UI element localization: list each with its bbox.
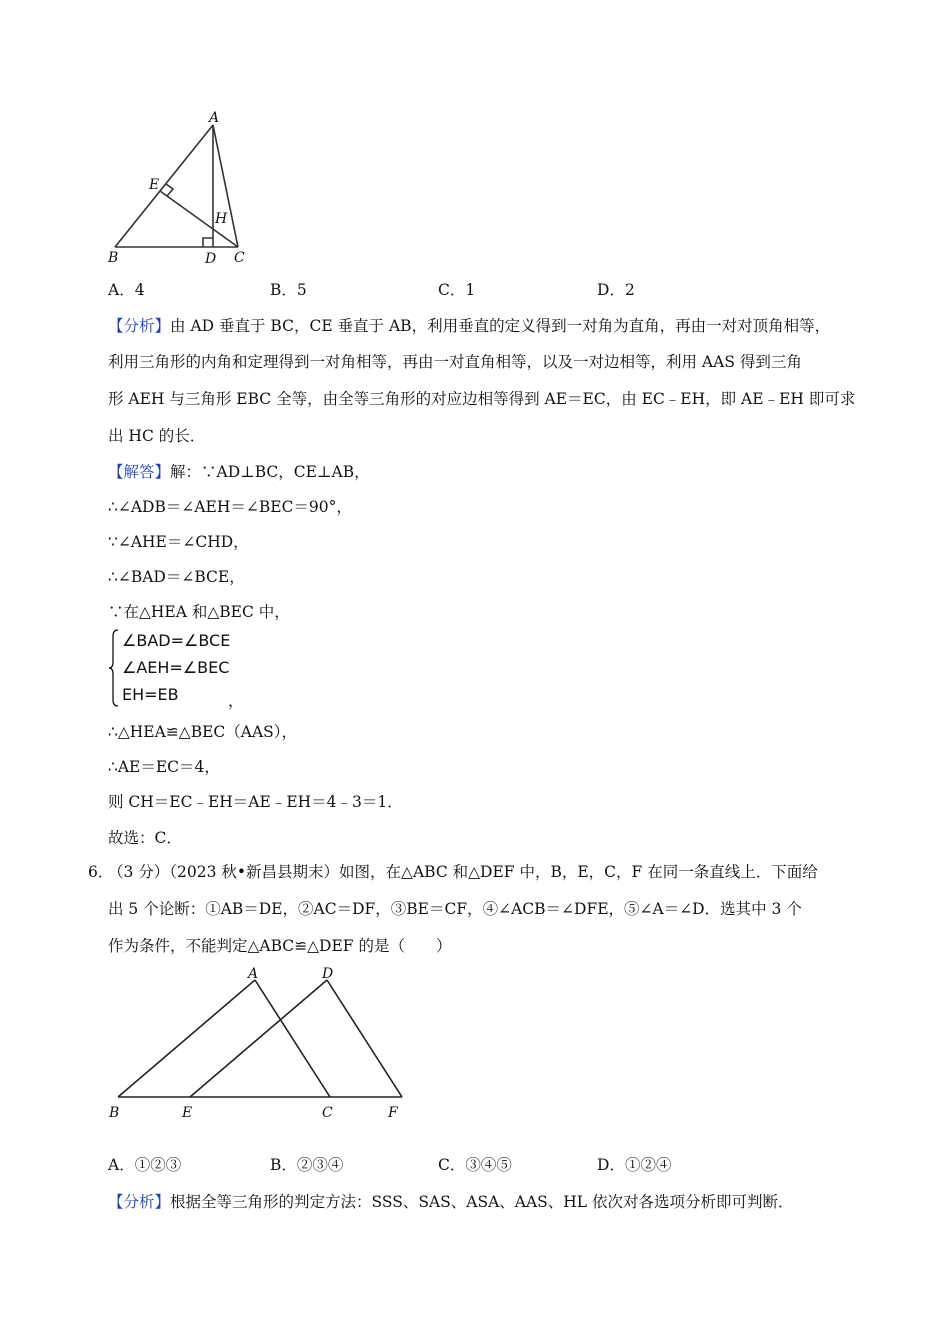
system-end: ， [228, 691, 245, 710]
analysis6-tag: 【分析】 [108, 1193, 171, 1211]
analysis6-line: 【分析】根据全等三角形的判定方法：SSS、SAS、ASA、AAS、HL 依次对各选项分析即可判断． [108, 1193, 794, 1211]
label-E: E [149, 177, 160, 193]
solution5-after-4: 故选：C． [108, 829, 182, 847]
figure-two-triangles [100, 960, 420, 1125]
analysis5-line-4: 出 HC 的长． [108, 427, 206, 445]
q5-option-b: B．5 [270, 281, 307, 299]
label-D: D [205, 251, 217, 267]
q6-number: 6． [88, 863, 114, 881]
q6-option-d: D．①②④ [597, 1156, 672, 1174]
solution5-step-3: ∴∠BAD＝∠BCE， [108, 568, 245, 586]
solution5-after-3: 则 CH＝EC﹣EH＝AE﹣EH＝4﹣3＝1． [108, 793, 403, 811]
solution-tag: 【解答】 [108, 463, 171, 481]
q5-option-a: A．4 [108, 281, 145, 299]
q6-line-3: 作为条件，不能判定△ABC≌△DEF 的是（ ） [108, 937, 452, 955]
label-C: C [234, 250, 245, 266]
label-C2: C [322, 1105, 333, 1121]
q6-line-2: 出 5 个论断：①AB＝DE，②AC＝DF，③BE＝CF，④∠ACB＝∠DFE，⑤∠A＝∠D．选其中 3 个 [108, 900, 802, 918]
analysis-tag: 【分析】 [108, 317, 171, 335]
solution5-step-4: ∵在△HEA 和△BEC 中， [108, 603, 290, 621]
solution5-step-2: ∵∠AHE＝∠CHD， [108, 533, 249, 551]
q5-option-c: C．1 [438, 281, 476, 299]
label-E2: E [182, 1105, 193, 1121]
system-eq-3: EH=EB [122, 685, 179, 704]
solution5-after-1: ∴△HEA≌△BEC（AAS）， [108, 723, 298, 741]
brace-icon [108, 628, 120, 708]
solution5-after-2: ∴AE＝EC＝4， [108, 758, 220, 776]
label-B2: B [109, 1105, 120, 1121]
system-eq-1: ∠BAD=∠BCE [122, 631, 231, 650]
solution5-step-1: ∴∠ADB＝∠AEH＝∠BEC＝90°， [108, 498, 352, 516]
system-eq-2: ∠AEH=∠BEC [122, 658, 230, 677]
q6-line-1: （3 分）（2023 秋•新昌县期末）如图，在△ABC 和△DEF 中，B，E，C，F 在同一条直线上．下面给 [108, 863, 818, 881]
label-F2: F [388, 1105, 398, 1121]
label-D2: D [322, 966, 334, 982]
analysis5-line-2: 利用三角形的内角和定理得到一对角相等，再由一对直角相等，以及一对边相等，利用 AAS 得到三角 [108, 353, 802, 371]
analysis5-line-1: 【分析】由 AD 垂直于 BC，CE 垂直于 AB，利用垂直的定义得到一对角为直角，再由一对对顶角相等， [108, 317, 831, 335]
q6-option-a: A．①②③ [108, 1156, 182, 1174]
figure-triangle-altitudes [100, 110, 260, 270]
label-A: A [209, 110, 220, 126]
label-A2: A [248, 966, 259, 982]
solution5-line-1: 【解答】解：∵AD⊥BC，CE⊥AB， [108, 463, 370, 481]
label-H: H [215, 211, 228, 227]
analysis5-line-3: 形 AEH 与三角形 EBC 全等，由全等三角形的对应边相等得到 AE＝EC，由 EC﹣EH，即 AE﹣EH 即可求 [108, 390, 856, 408]
q6-option-c: C．③④⑤ [438, 1156, 512, 1174]
q6-option-b: B．②③④ [270, 1156, 344, 1174]
label-B: B [108, 250, 119, 266]
q5-option-d: D．2 [597, 281, 635, 299]
